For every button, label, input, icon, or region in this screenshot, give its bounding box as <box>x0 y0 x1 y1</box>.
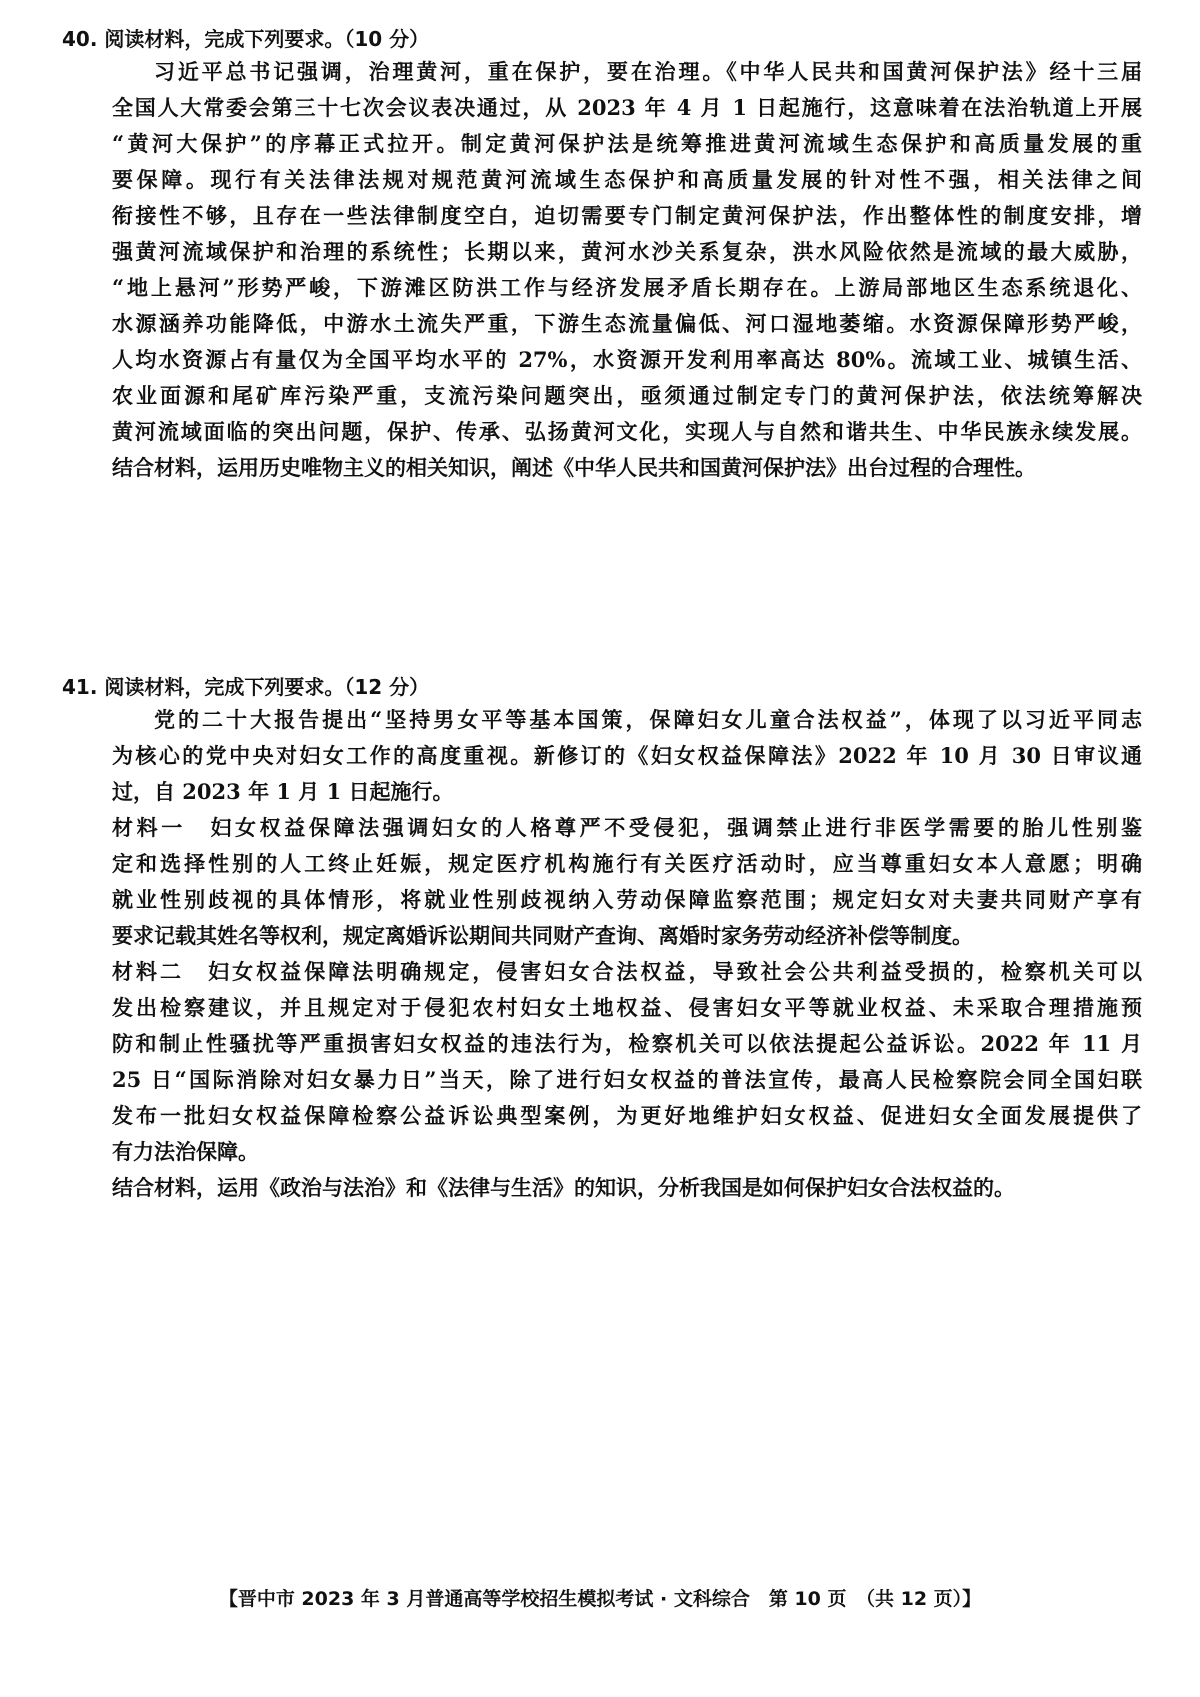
q40-line: 农业面源和尾矿库污染严重，支流污染问题突出，亟须通过制定专门的黄河保护法，依法统筹解决 <box>112 383 1142 408</box>
question-41-heading: 41. 阅读材料，完成下列要求。（12 分） <box>62 675 430 699</box>
q41-line: 党的二十大报告提出“坚持男女平等基本国策，保障妇女儿童合法权益”，体现了以习近平同志 <box>154 707 1142 732</box>
question-41-body <box>112 702 1142 1206</box>
q41-line: 25 日“国际消除对妇女暴力日”当天，除了进行妇女权益的普法宣传，最高人民检察院会同全国妇联 <box>112 1067 1142 1092</box>
q41-requirement: 结合材料，运用《政治与法治》和《法律与生活》的知识，分析我国是如何保护妇女合法权益的。 <box>112 1175 1015 1200</box>
q41-line: 发布一批妇女权益保障检察公益诉讼典型案例，为更好地维护妇女权益、促进妇女全面发展提供了 <box>112 1103 1142 1128</box>
q41-line: 有力法治保障。 <box>112 1139 259 1164</box>
q40-requirement: 结合材料，运用历史唯物主义的相关知识，阐述《中华人民共和国黄河保护法》出台过程的合理性。 <box>112 455 1036 480</box>
q41-material-2: 材料二 妇女权益保障法明确规定，侵害妇女合法权益，导致社会公共利益受损的，检察机关可以 <box>112 959 1142 984</box>
question-40-body <box>112 54 1142 486</box>
q40-line: “黄河大保护”的序幕正式拉开。制定黄河保护法是统筹推进黄河流域生态保护和高质量发展的重 <box>112 131 1142 156</box>
q41-line: 发出检察建议，并且规定对于侵犯农村妇女土地权益、侵害妇女平等就业权益、未采取合理措施预 <box>112 995 1142 1020</box>
q40-line: 全国人大常委会第三十七次会议表决通过，从 2023 年 4 月 1 日起施行，这意味着在法治轨道上开展 <box>112 95 1142 120</box>
question-40-heading: 40. 阅读材料，完成下列要求。（10 分） <box>62 27 430 51</box>
q40-line: 习近平总书记强调，治理黄河，重在保护，要在治理。《中华人民共和国黄河保护法》经十三届 <box>154 59 1142 84</box>
q40-line: 人均水资源占有量仅为全国平均水平的 27%，水资源开发利用率高达 80%。流域工业、城镇生活、 <box>112 347 1142 372</box>
q41-line: 防和制止性骚扰等严重损害妇女权益的违法行为，检察机关可以依法提起公益诉讼。2022 年 11 月 <box>112 1031 1142 1056</box>
page-footer: 【晋中市 2023 年 3 月普通高等学校招生模拟考试 · 文科综合 第 10 页 （共 12 页）】 <box>218 1588 982 1610</box>
q40-line: 黄河流域面临的突出问题，保护、传承、弘扬黄河文化，实现人与自然和谐共生、中华民族永续发展。 <box>112 419 1142 444</box>
q40-line: 强黄河流域保护和治理的系统性；长期以来，黄河水沙关系复杂，洪水风险依然是流域的最大威胁， <box>112 239 1142 264</box>
q41-line: 要求记载其姓名等权利，规定离婚诉讼期间共同财产查询、离婚时家务劳动经济补偿等制度。 <box>112 923 973 948</box>
q41-material-1: 材料一 妇女权益保障法强调妇女的人格尊严不受侵犯，强调禁止进行非医学需要的胎儿性别鉴 <box>112 815 1142 840</box>
q41-line: 过，自 2023 年 1 月 1 日起施行。 <box>112 779 454 804</box>
q41-line: 就业性别歧视的具体情形，将就业性别歧视纳入劳动保障监察范围；规定妇女对夫妻共同财产享有 <box>112 887 1142 912</box>
q40-line: 衔接性不够，且存在一些法律制度空白，迫切需要专门制定黄河保护法，作出整体性的制度安排，增 <box>112 203 1142 228</box>
q40-line: 水源涵养功能降低，中游水土流失严重，下游生态流量偏低、河口湿地萎缩。水资源保障形势严峻， <box>112 311 1142 336</box>
q41-line: 定和选择性别的人工终止妊娠，规定医疗机构施行有关医疗活动时，应当尊重妇女本人意愿；明确 <box>112 851 1142 876</box>
q40-line: “地上悬河”形势严峻，下游滩区防洪工作与经济发展矛盾长期存在。上游局部地区生态系统退化、 <box>112 275 1142 300</box>
q41-line: 为核心的党中央对妇女工作的高度重视。新修订的《妇女权益保障法》2022 年 10 月 30 日审议通 <box>112 743 1142 768</box>
q40-line: 要保障。现行有关法律法规对规范黄河流域生态保护和高质量发展的针对性不强，相关法律之间 <box>112 167 1142 192</box>
